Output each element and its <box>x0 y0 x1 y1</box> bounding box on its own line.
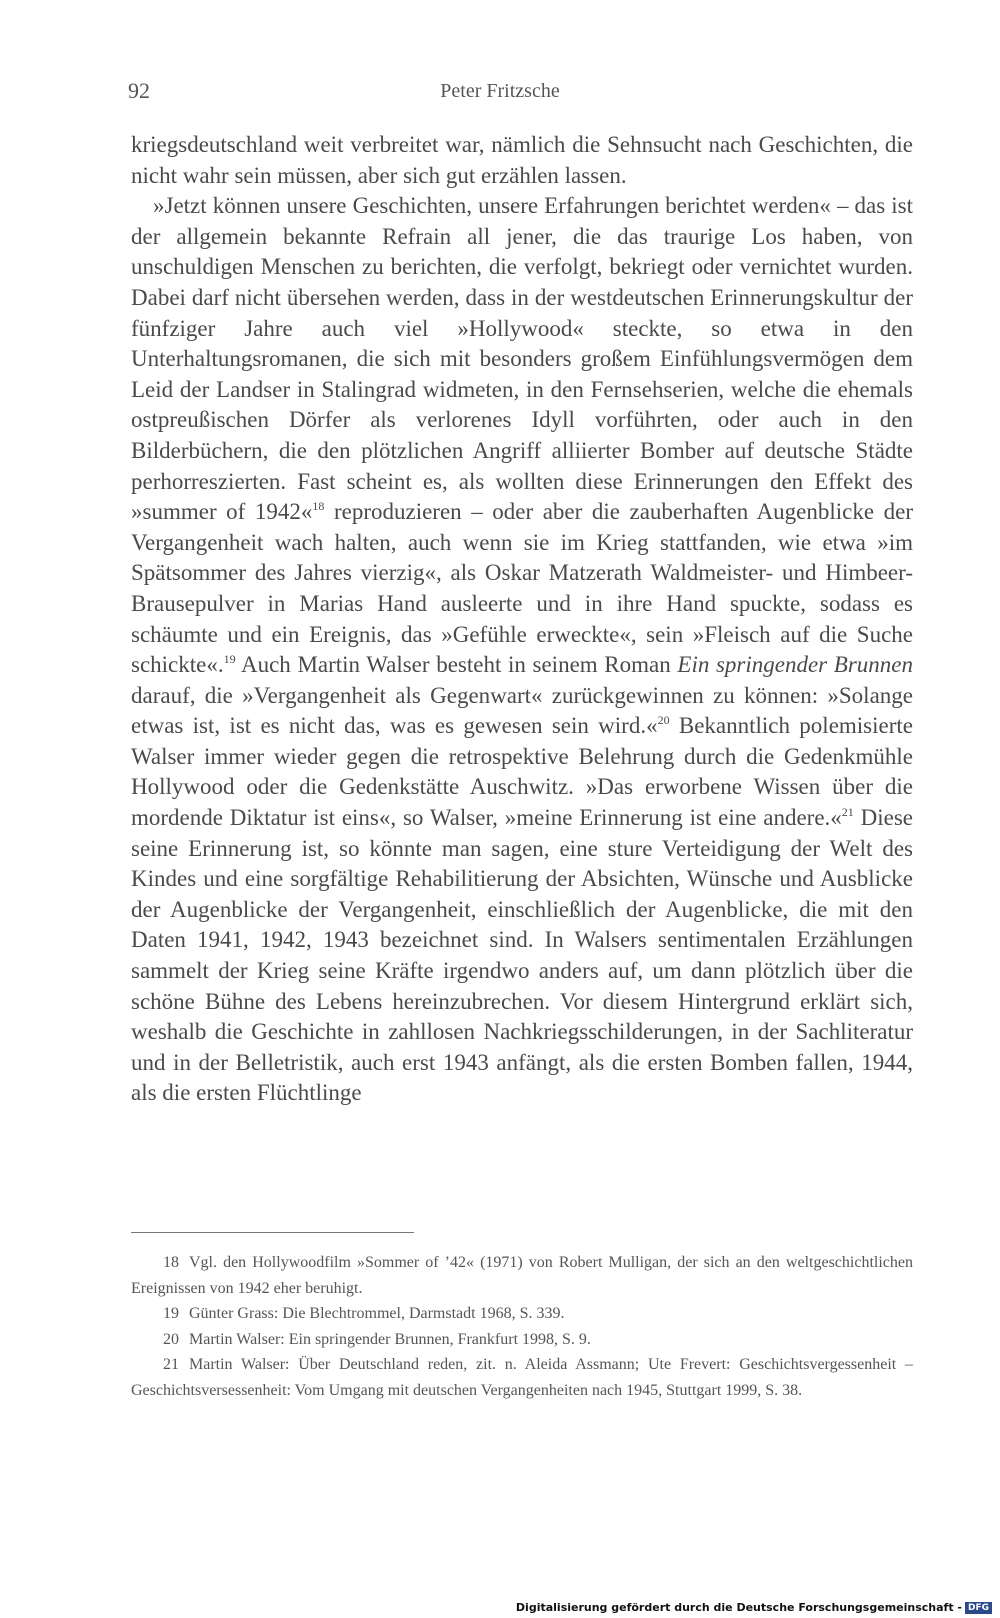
footnote-text: Günter Grass: Die Blechtrommel, Darmstadt 1968, S. 339. <box>189 1305 565 1323</box>
footnote-divider <box>131 1232 414 1233</box>
paragraph-2-part-b: reproduzieren – oder aber die zauberhaften Augenblicke der Vergangenheit wach halten, auch wenn sie im Krieg stattfanden, wie etwa »im Spätsommer des Jahres vierzig«, als Oskar Matzerath Waldmeister- und Himbeer-Brausepulver in Marias Hand ausleerte und in ihre Hand spuckte, sodass es schäumte und ein Ereignis, das »Gefühle erweckte«, sein »Fleisch auf die Suche schickte«. <box>131 499 913 678</box>
paragraph-2-part-a: »Jetzt können unsere Geschichten, unsere Erfahrungen berichtet werden« – das ist der allgemein bekannte Refrain all jener, die das traurige Los haben, von unschuldigen Menschen zu berichten, die verfolgt, bekriegt oder vernichtet wurden. Dabei darf nicht übersehen werden, dass in der westdeutschen Erinnerungskultur der fünfziger Jahre auch viel »Hollywood« steckte, so etwa in den Unterhaltungsromanen, die sich mit besonders großem Einfühlungsvermögen dem Leid der Landser in Stalingrad widmeten, in den Fernsehserien, welche die ehemals ostpreußischen Dörfer als verlorenes Idyll vorführten, oder auch in den Bilderbüchern, die den plötzlichen Angriff alliierter Bomber auf deutsche Städte perhorreszierten. Fast scheint es, als wollten diese Erinnerungen den Effekt des »summer of 1942« <box>131 193 913 525</box>
paragraph-2-part-f: Diese seine Erinnerung ist, so könnte man sagen, eine sture Verteidigung der Welt des Kindes und eine sorgfältige Rehabilitierung der Absichten, Wünsche und Ausblicke der Augenblicke der Vergangenheit, einschließlich der Augenblicke, die mit den Daten 1941, 1942, 1943 bezeichnet sind. In Walsers sentimentalen Erzählungen sammelt der Krieg seine Kräfte irgendwo anders auf, um dann plötzlich über die schöne Bühne des Lebens hereinzubrechen. Vor diesem Hintergrund erklärt sich, weshalb die Geschichte in zahllosen Nachkriegsschilderungen, in der Sachliteratur und in der Belletristik, auch erst 1943 anfängt, als die ersten Bomben fallen, 1944, als die ersten Flüchtlinge <box>131 805 913 1106</box>
page-number: 92 <box>128 78 150 103</box>
footnote-text: Vgl. den Hollywoodfilm »Sommer of ’42« (1971) von Robert Mulligan, der sich an den weltgeschichtlichen Ereignissen von 1942 eher beruhigt. <box>131 1254 913 1297</box>
footnote-ref-20: 20 <box>657 713 670 728</box>
footnote-ref-19: 19 <box>223 652 236 667</box>
digitization-credit <box>516 1601 992 1614</box>
footnotes <box>131 1250 913 1404</box>
footnote-text: Martin Walser: Ein springender Brunnen, Frankfurt 1998, S. 9. <box>189 1330 591 1348</box>
footnote-ref-21: 21 <box>841 805 854 820</box>
footnote <box>131 1327 913 1353</box>
footnote-ref-18: 18 <box>312 499 325 514</box>
footnote <box>131 1301 913 1327</box>
paragraph-2-part-e: Bekanntlich polemisierte Walser immer wieder gegen die retrospektive Belehrung durch die Gedenkmühle Hollywood oder die Gedenkstätte Auschwitz. »Das erworbene Wissen über die mordende Diktatur ist eins«, so Walser, »meine Erinnerung ist eine andere.« <box>131 713 913 831</box>
paragraph-2 <box>131 191 913 1109</box>
book-title: Ein springender Brunnen <box>677 652 913 678</box>
footnote-number: 18 <box>163 1254 179 1271</box>
paragraph-2-part-d: darauf, die »Vergangenheit als Gegenwart« zurückgewinnen zu können: »Solange etwas ist, ist es nicht das, was es gewesen sein wird.« <box>131 682 913 739</box>
footnote-text: Martin Walser: Über Deutschland reden, zit. n. Aleida Assmann; Ute Frevert: Geschichtsvergessenheit – Geschichtsversessenheit: Vom Umgang mit deutschen Vergangenheiten nach 1945, Stuttgart 1999, S. 38. <box>131 1356 913 1399</box>
credit-text: Digitalisierung gefördert durch die Deutsche Forschungsgemeinschaft - <box>515 1601 962 1614</box>
paragraph-2-part-c: Auch Martin Walser besteht in seinem Roman <box>235 652 678 678</box>
paragraph-1: kriegsdeutschland weit verbreitet war, nämlich die Sehnsucht nach Geschichten, die nicht wahr sein müssen, aber sich gut erzählen lassen. <box>131 132 913 188</box>
footnote <box>131 1250 913 1301</box>
body-text <box>131 130 913 1109</box>
footnote-number: 21 <box>163 1356 179 1374</box>
dfg-logo: DFG <box>965 1602 992 1614</box>
footnote-number: 19 <box>163 1305 179 1323</box>
footnote-number: 20 <box>163 1330 179 1348</box>
footnote <box>131 1352 913 1403</box>
running-header: Peter Fritzsche <box>440 80 560 102</box>
